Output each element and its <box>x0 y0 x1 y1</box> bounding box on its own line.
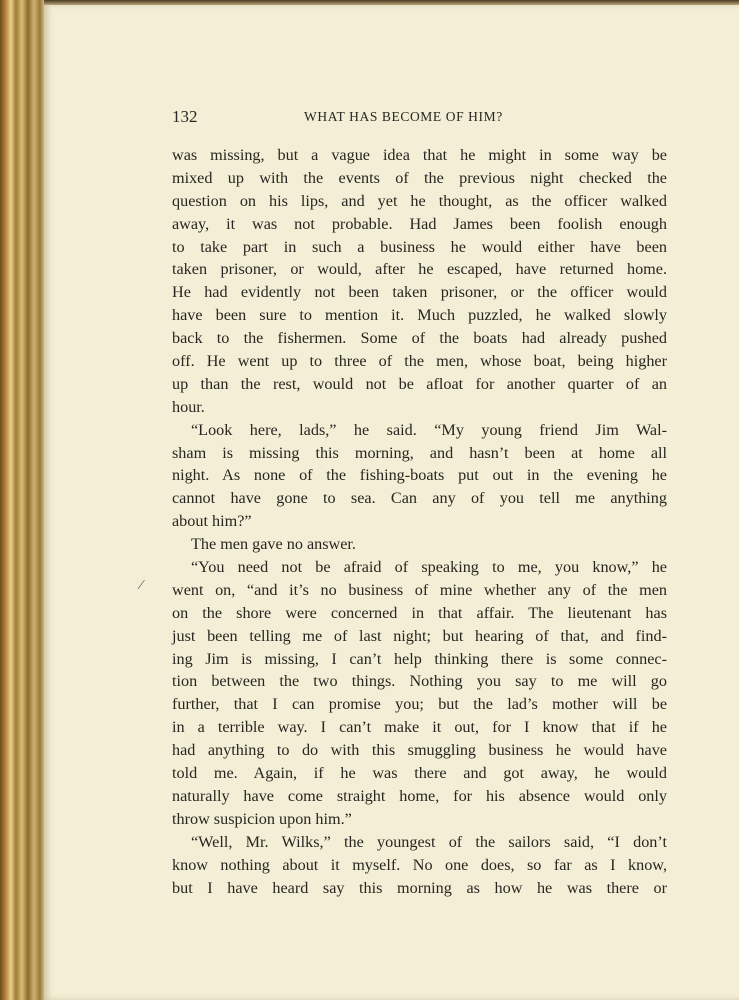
text-line: further, that I can promise you; but the lad’s mother will be <box>172 695 667 714</box>
text-line: went on, “and it’s no business of mine whether any of the men <box>172 580 667 599</box>
text-line: told me. Again, if he was there and got away, he would <box>172 764 667 783</box>
text-line: back to the fishermen. Some of the boats had already pushed <box>172 329 667 348</box>
page-top-edge <box>44 0 739 5</box>
text-line: just been telling me of last night; but hearing of that, and find- <box>172 626 667 645</box>
text-line: have been sure to mention it. Much puzzled, he walked slowly <box>172 306 667 325</box>
text-line: know nothing about it myself. No one does, so far as I know, <box>172 855 667 874</box>
text-line: ing Jim is missing, I can’t help thinking there is some connec- <box>172 649 667 668</box>
text-line: “You need not be afraid of speaking to me, you know,” he <box>191 558 667 577</box>
text-line: question on his lips, and yet he thought, as the officer walked <box>172 191 667 210</box>
running-head: WHAT HAS BECOME OF HIM? <box>304 109 503 124</box>
text-line: He had evidently not been taken prisoner, or the officer would <box>172 283 667 302</box>
margin-pencil-mark: ⁄ <box>140 578 143 593</box>
page-number: 132 <box>172 107 198 126</box>
text-line: about him?” <box>172 512 252 531</box>
text-line: away, it was not probable. Had James been foolish enough <box>172 214 667 233</box>
text-line: up than the rest, would not be afloat for another quarter of an <box>172 374 667 393</box>
text-line: off. He went up to three of the men, whose boat, being higher <box>172 352 667 371</box>
page-header <box>172 107 540 129</box>
text-line: sham is missing this morning, and hasn’t been at home all <box>172 443 667 462</box>
text-line: to take part in such a business he would either have been <box>172 237 667 256</box>
body-text <box>172 144 667 899</box>
text-line: The men gave no answer. <box>191 535 356 554</box>
text-line: night. As none of the fishing-boats put out in the evening he <box>172 466 667 485</box>
text-line: in a terrible way. I can’t make it out, for I know that if he <box>172 718 667 737</box>
text-line: “Look here, lads,” he said. “My young friend Jim Wal- <box>191 420 667 439</box>
text-line: tion between the two things. Nothing you say to me will go <box>172 672 667 691</box>
text-line: throw suspicion upon him.” <box>172 809 352 828</box>
text-line: mixed up with the events of the previous night checked the <box>172 168 667 187</box>
text-line: was missing, but a vague idea that he might in some way be <box>172 146 667 164</box>
book-binding <box>0 0 46 1000</box>
text-line: had anything to do with this smuggling business he would have <box>172 741 667 760</box>
text-line: naturally have come straight home, for his absence would only <box>172 786 667 805</box>
text-line: but I have heard say this morning as how he was there or <box>172 878 667 897</box>
text-line: “Well, Mr. Wilks,” the youngest of the sailors said, “I don’t <box>191 832 667 851</box>
text-line: on the shore were concerned in that affair. The lieutenant has <box>172 603 667 622</box>
text-line: cannot have gone to sea. Can any of you tell me anything <box>172 489 667 508</box>
text-line: hour. <box>172 397 205 416</box>
text-line: taken prisoner, or would, after he escaped, have returned home. <box>172 260 667 279</box>
